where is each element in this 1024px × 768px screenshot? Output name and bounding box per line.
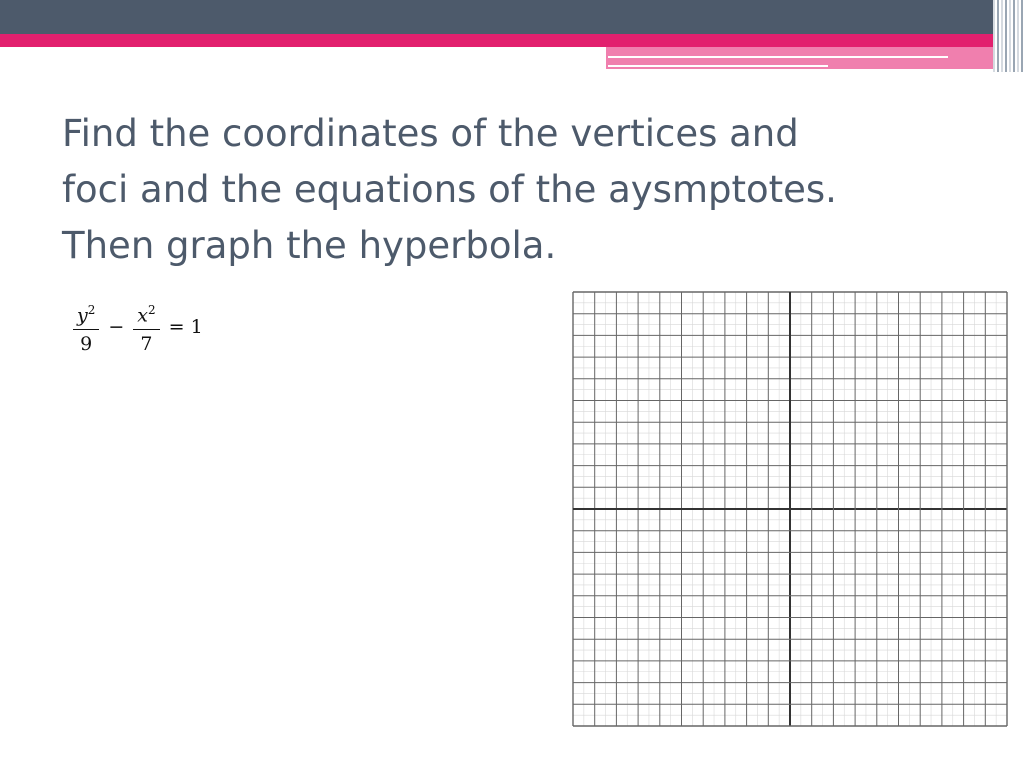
variable-y: y (77, 304, 88, 327)
header-accent-line (608, 65, 828, 67)
slide-title (62, 106, 962, 274)
fraction-x-term (133, 298, 159, 356)
fraction-denominator: 9 (80, 333, 93, 356)
title-line: Then graph the hyperbola. (62, 224, 557, 267)
variable-x: x (137, 304, 149, 327)
exponent: 2 (148, 303, 156, 317)
fraction-denominator: 7 (140, 333, 153, 356)
header-accent-stripe (0, 34, 1000, 47)
title-line: Find the coordinates of the vertices and (62, 112, 799, 155)
title-line: foci and the equations of the aysmptotes. (62, 168, 837, 211)
fraction-y-term (73, 298, 99, 356)
minus-operator: − (108, 316, 125, 339)
fraction-numerator (133, 298, 159, 330)
header-banner (0, 0, 1024, 34)
hyperbola-equation (70, 298, 203, 356)
fraction-numerator (73, 298, 99, 330)
header-accent-line (608, 56, 948, 58)
exponent: 2 (87, 303, 96, 317)
coordinate-grid (572, 291, 1008, 727)
equation-rhs: 1 (190, 316, 203, 339)
header-corner-stripes (993, 0, 1024, 72)
equals-sign: = (168, 316, 185, 339)
